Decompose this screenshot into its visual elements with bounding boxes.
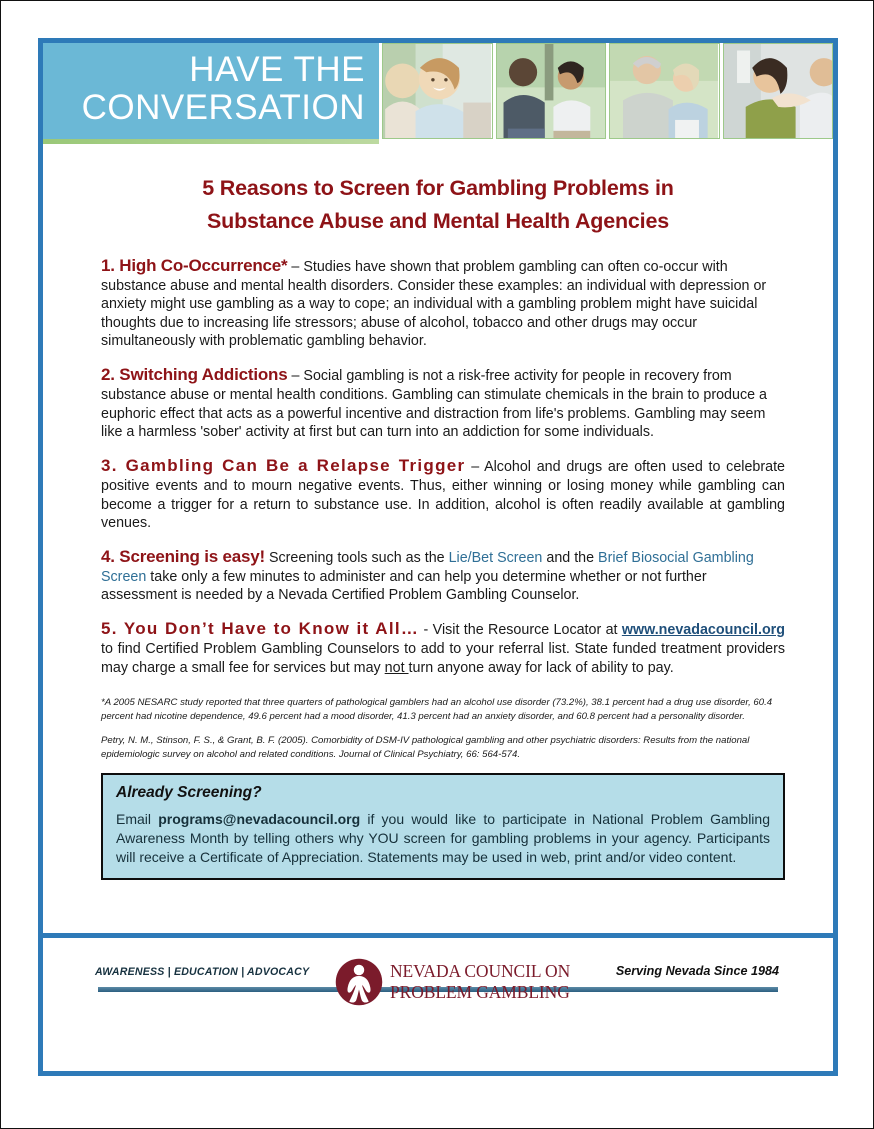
reason-2-body: – Social gambling is not a risk-free activity for people in recovery from substance abuse or mental health conditions. Gambling can stimulate chemicals in the brain to produce a euphoric effect that acts as a powerful incentive and distraction from life's problems. Gambling may seem like a harmless 'sober' activity at first but can turn into an addiction for some individuals. bbox=[101, 368, 767, 441]
lie-bet-screen-link[interactable]: Lie/Bet Screen bbox=[448, 549, 543, 566]
logo-wordmark bbox=[390, 963, 570, 1001]
reason-3-body: – Alcohol and drugs are often used to celebrate positive events and to mourn negative events. Thus, either winning or losing money while gambling can become a trigger for a return to substance use. In addition, alcohol is often readily available at gambling venues. bbox=[101, 458, 785, 532]
callout-heading: Already Screening? bbox=[116, 783, 262, 801]
two-women-talking-photo bbox=[383, 44, 491, 139]
citation-petry: Petry, N. M., Stinson, F. S., & Grant, B. F. (2005). Comorbidity of DSM-IV pathological gambling and other psychiatric disorders: Results from the national epidemiologic survey on alcohol and related conditions. Journal of Clinical Psychiatry, 66: 564-574. bbox=[101, 735, 750, 761]
reason-5-heading: 5. You Don’t Have to Know it All… bbox=[101, 618, 420, 638]
reason-4-body-part1: Screening tools such as the bbox=[265, 549, 449, 566]
banner-title-line1: HAVE THE bbox=[189, 49, 365, 89]
reason-5-body-part1: - Visit the Resource Locator at bbox=[419, 621, 622, 638]
reason-4-heading: 4. Screening is easy! bbox=[101, 546, 265, 566]
poster-frame bbox=[38, 38, 838, 1076]
programs-email-link[interactable]: programs@nevadacouncil.org bbox=[158, 810, 361, 827]
footnote-nesarc: *A 2005 NESARC study reported that three quarters of pathological gamblers had an alcohol use disorder (73.2%), 38.1 percent had a drug use disorder, 60.4 percent had nicotine dependence, 49.6 percent had a mood disorder, 41.3 percent had an anxiety disorder, and 60.8 percent had a personality disorder. bbox=[101, 697, 773, 722]
man-and-woman-on-bench-photo bbox=[497, 44, 605, 139]
reason-3-heading: 3. Gambling Can Be a Relapse Trigger bbox=[101, 455, 466, 475]
page-footer bbox=[43, 938, 833, 1076]
reason-item-4 bbox=[101, 546, 785, 605]
banner-title-line2: CONVERSATION bbox=[81, 87, 365, 127]
logo-line-1: NEVADA COUNCIL ON bbox=[390, 961, 571, 981]
reason-item-2 bbox=[101, 364, 785, 442]
footnotes-block bbox=[43, 690, 833, 761]
page-title-line1: 5 Reasons to Screen for Gambling Problems in bbox=[202, 176, 674, 200]
reason-4-body-part2: and the bbox=[542, 549, 599, 566]
footer-serving-since: Serving Nevada Since 1984 bbox=[615, 964, 779, 978]
nevada-council-logo bbox=[335, 951, 571, 1013]
header-banner bbox=[43, 43, 833, 139]
reason-1-heading: 1. High Co-Occurrence* bbox=[101, 255, 288, 275]
reason-4-body-part3: take only a few minutes to administer and can help you determine whether or not further assessment is needed by a Nevada Certified Problem Gambling Counselor. bbox=[101, 568, 707, 604]
reason-item-1 bbox=[101, 255, 785, 351]
reason-1-body: – Studies have shown that problem gambling can often co-occur with substance abuse and mental health disorders. Consider these examples: an individual with depression or anxiety might use gambling as a way to cope; an individual with a gambling problem might have suicidal thoughts due to increasing life stressors; abuse of alcohol, tobacco and other drugs may occur simultaneously with problematic gambling behavior. bbox=[101, 258, 767, 350]
banner-photo-1 bbox=[382, 43, 493, 139]
brief-biosocial-gambling-screen-link[interactable]: Brief Biosocial Gambling Screen bbox=[101, 549, 754, 585]
logo-line-2: PROBLEM GAMBLING bbox=[390, 981, 570, 1002]
page-title bbox=[43, 144, 833, 239]
banner-photo-3 bbox=[609, 43, 720, 139]
poster-content bbox=[43, 144, 833, 880]
reason-5-emphasis-not: not bbox=[384, 659, 409, 676]
banner-photo-strip bbox=[379, 43, 833, 139]
banner-photo-4 bbox=[723, 43, 834, 139]
woman-comforting-woman-photo bbox=[724, 44, 832, 139]
reason-5-body-part2: to find Certified Problem Gambling Counselors to add to your referral list. State funded treatment providers may charge a small fee for services but may bbox=[101, 641, 785, 676]
page-title-line2: Substance Abuse and Mental Health Agencies bbox=[207, 209, 669, 234]
banner-title-block bbox=[43, 43, 379, 139]
nevadacouncil-url-link[interactable]: www.nevadacouncil.org bbox=[621, 621, 785, 638]
person-in-circle-logo-icon bbox=[335, 958, 383, 1006]
already-screening-callout bbox=[101, 773, 785, 880]
callout-body-part2: if you would like to participate in National Problem Gambling Awareness Month by telling others why YOU screen for gambling problems in your agency. Participants will receive a Certificate of Appreciation. Statements may be used in web, print and/or video content. bbox=[116, 810, 770, 865]
reason-5-body-part3: turn anyone away for lack of ability to pay. bbox=[408, 659, 674, 676]
reason-item-3 bbox=[101, 455, 785, 533]
reasons-list bbox=[43, 239, 833, 678]
banner-photo-2 bbox=[496, 43, 607, 139]
callout-body-part1: Email bbox=[116, 810, 159, 827]
older-couple-walking-photo bbox=[610, 44, 718, 139]
reason-item-5 bbox=[101, 618, 785, 677]
footer-tagline: AWARENESS | EDUCATION | ADVOCACY bbox=[95, 966, 310, 978]
reason-2-heading: 2. Switching Addictions bbox=[101, 365, 288, 385]
